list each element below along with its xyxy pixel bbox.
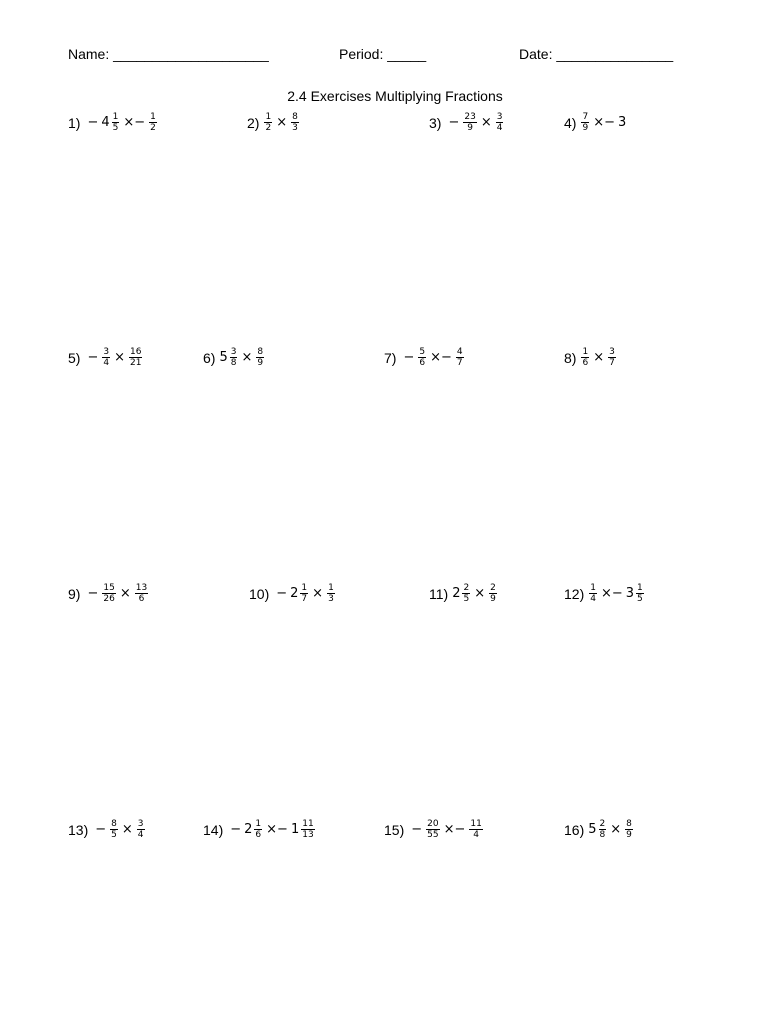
operator: × xyxy=(276,115,288,130)
numerator: 1 xyxy=(301,583,308,593)
numerator: 1 xyxy=(112,112,119,122)
operator: − xyxy=(411,822,423,837)
denominator: 3 xyxy=(292,123,298,133)
fraction xyxy=(110,819,118,840)
denominator: 4 xyxy=(473,830,479,840)
fraction xyxy=(463,112,476,133)
date-field-label: Date: _______________ xyxy=(519,46,674,62)
problem-14 xyxy=(203,819,316,840)
problem-1 xyxy=(68,112,158,133)
numerator: 3 xyxy=(103,347,110,357)
problem-expression xyxy=(580,112,627,133)
problem-2 xyxy=(247,112,300,133)
denominator: 7 xyxy=(301,594,308,604)
fraction xyxy=(135,583,148,604)
problem-expression xyxy=(588,819,634,840)
whole-number: 2 xyxy=(452,586,461,601)
fraction xyxy=(469,819,482,840)
operator: − xyxy=(95,822,107,837)
fraction xyxy=(102,347,110,368)
denominator: 5 xyxy=(111,830,117,840)
numerator: 13 xyxy=(135,583,148,593)
whole-number: 2 xyxy=(244,822,253,837)
numerator: 8 xyxy=(111,819,117,829)
numerator: 23 xyxy=(464,112,476,122)
fraction xyxy=(608,347,616,368)
fraction xyxy=(426,819,439,840)
denominator: 5 xyxy=(463,594,470,604)
whole-number: 2 xyxy=(290,586,299,601)
numerator: 1 xyxy=(150,112,156,122)
fraction xyxy=(264,112,272,133)
operator: − xyxy=(87,586,99,601)
problem-expression xyxy=(263,112,299,133)
denominator: 55 xyxy=(427,830,439,840)
problem-expression xyxy=(452,583,498,604)
numerator: 15 xyxy=(103,583,115,593)
numerator: 4 xyxy=(456,347,463,357)
operator: × xyxy=(480,115,492,130)
numerator: 3 xyxy=(609,347,615,357)
denominator: 21 xyxy=(130,358,142,368)
numerator: 16 xyxy=(130,347,142,357)
problem-number: 6) xyxy=(203,349,216,366)
problem-expression xyxy=(227,819,315,840)
numerator: 1 xyxy=(582,347,589,357)
problem-8 xyxy=(564,347,617,368)
fraction xyxy=(301,819,314,840)
fraction xyxy=(137,819,145,840)
denominator: 6 xyxy=(255,830,262,840)
fraction xyxy=(254,819,262,840)
operator: × xyxy=(474,586,486,601)
numerator: 11 xyxy=(302,819,314,829)
fraction xyxy=(581,112,589,133)
fraction xyxy=(462,583,470,604)
denominator: 13 xyxy=(302,830,314,840)
denominator: 4 xyxy=(496,123,503,133)
whole-number: 3 xyxy=(617,115,627,130)
operator: ×− xyxy=(266,822,288,837)
operator: × xyxy=(119,586,131,601)
problem-number: 7) xyxy=(384,349,397,366)
denominator: 26 xyxy=(103,594,115,604)
fraction xyxy=(456,347,464,368)
numerator: 3 xyxy=(137,819,144,829)
numerator: 8 xyxy=(292,112,298,122)
fraction xyxy=(256,347,264,368)
problem-number: 13) xyxy=(68,821,89,838)
worksheet-title: 2.4 Exercises Multiplying Fractions xyxy=(287,88,503,104)
fraction xyxy=(599,819,607,840)
whole-number: 3 xyxy=(625,586,635,601)
problem-expression xyxy=(84,583,149,604)
problem-number: 4) xyxy=(564,114,577,131)
problem-number: 11) xyxy=(429,585,449,602)
numerator: 1 xyxy=(637,583,643,593)
denominator: 6 xyxy=(419,358,426,368)
problem-expression xyxy=(219,347,265,368)
denominator: 3 xyxy=(328,594,334,604)
fraction xyxy=(102,583,115,604)
problem-13 xyxy=(68,819,146,840)
denominator: 6 xyxy=(582,358,589,368)
fraction xyxy=(581,347,589,368)
problem-number: 12) xyxy=(564,585,585,602)
problem-7 xyxy=(384,347,465,368)
problem-16 xyxy=(564,819,634,840)
problem-10 xyxy=(249,583,336,604)
problem-3 xyxy=(429,112,504,133)
operator: ×− xyxy=(123,115,146,130)
denominator: 7 xyxy=(456,358,463,368)
fraction xyxy=(300,583,308,604)
operator: − xyxy=(403,350,415,365)
problem-12 xyxy=(564,583,645,604)
problem-expression xyxy=(84,347,143,368)
numerator: 3 xyxy=(496,112,503,122)
operator: × xyxy=(610,822,622,837)
problem-expression xyxy=(400,347,464,368)
name-field-label: Name: ____________________ xyxy=(68,46,269,62)
problem-expression xyxy=(273,583,336,604)
fraction xyxy=(496,112,504,133)
operator: × xyxy=(312,586,324,601)
whole-number: 5 xyxy=(219,350,228,365)
operator: ×− xyxy=(600,586,623,601)
problem-4 xyxy=(564,112,627,133)
fraction xyxy=(230,347,238,368)
operator: × xyxy=(241,350,253,365)
operator: × xyxy=(121,822,133,837)
operator: − xyxy=(230,822,242,837)
denominator: 9 xyxy=(582,123,589,133)
denominator: 6 xyxy=(138,594,145,604)
numerator: 8 xyxy=(257,347,264,357)
problem-5 xyxy=(68,347,143,368)
denominator: 5 xyxy=(637,594,643,604)
operator: × xyxy=(114,350,125,365)
fraction xyxy=(625,819,633,840)
numerator: 1 xyxy=(265,112,272,122)
problem-11 xyxy=(429,583,498,604)
fraction xyxy=(291,112,299,133)
denominator: 7 xyxy=(609,358,615,368)
numerator: 1 xyxy=(590,583,596,593)
numerator: 7 xyxy=(582,112,589,122)
denominator: 9 xyxy=(257,358,264,368)
denominator: 9 xyxy=(490,594,496,604)
problem-number: 1) xyxy=(68,114,81,131)
denominator: 4 xyxy=(590,594,596,604)
numerator: 5 xyxy=(419,347,426,357)
operator: − xyxy=(87,115,99,130)
denominator: 9 xyxy=(626,830,632,840)
operator: − xyxy=(276,586,288,601)
numerator: 20 xyxy=(427,819,439,829)
period-field-label: Period: _____ xyxy=(339,46,427,62)
problem-expression xyxy=(588,583,645,604)
numerator: 1 xyxy=(255,819,262,829)
problem-expression xyxy=(445,112,504,133)
problem-15 xyxy=(384,819,484,840)
numerator: 3 xyxy=(230,347,237,357)
denominator: 5 xyxy=(112,123,119,133)
problem-number: 9) xyxy=(68,585,81,602)
operator: × xyxy=(593,350,605,365)
operator: ×− xyxy=(430,350,452,365)
problem-number: 2) xyxy=(247,114,260,131)
problem-number: 10) xyxy=(249,585,270,602)
problem-number: 5) xyxy=(68,349,81,366)
problem-number: 14) xyxy=(203,821,224,838)
problem-number: 16) xyxy=(564,821,585,838)
denominator: 4 xyxy=(137,830,144,840)
denominator: 2 xyxy=(150,123,156,133)
whole-number: 5 xyxy=(588,822,597,837)
numerator: 2 xyxy=(599,819,606,829)
problem-number: 8) xyxy=(564,349,577,366)
numerator: 2 xyxy=(490,583,496,593)
problem-number: 3) xyxy=(429,114,442,131)
fraction xyxy=(112,112,120,133)
numerator: 11 xyxy=(470,819,482,829)
fraction xyxy=(149,112,157,133)
fraction xyxy=(129,347,142,368)
operator: ×− xyxy=(593,115,615,130)
problem-number: 15) xyxy=(384,821,405,838)
fraction xyxy=(636,583,644,604)
fraction xyxy=(489,583,497,604)
fraction xyxy=(327,583,335,604)
denominator: 4 xyxy=(103,358,110,368)
operator: − xyxy=(87,350,99,365)
numerator: 1 xyxy=(328,583,334,593)
operator: ×− xyxy=(443,822,466,837)
problem-6 xyxy=(203,347,265,368)
fraction xyxy=(418,347,426,368)
denominator: 2 xyxy=(265,123,272,133)
numerator: 8 xyxy=(626,819,632,829)
operator: − xyxy=(448,115,460,130)
denominator: 8 xyxy=(599,830,606,840)
whole-number: 1 xyxy=(290,822,300,837)
problem-expression xyxy=(580,347,616,368)
problem-expression xyxy=(408,819,484,840)
denominator: 8 xyxy=(230,358,237,368)
problem-expression xyxy=(84,112,157,133)
denominator: 9 xyxy=(467,123,473,133)
numerator: 2 xyxy=(463,583,470,593)
problem-expression xyxy=(92,819,145,840)
whole-number: 4 xyxy=(101,115,110,130)
fraction xyxy=(589,583,597,604)
problem-9 xyxy=(68,583,149,604)
